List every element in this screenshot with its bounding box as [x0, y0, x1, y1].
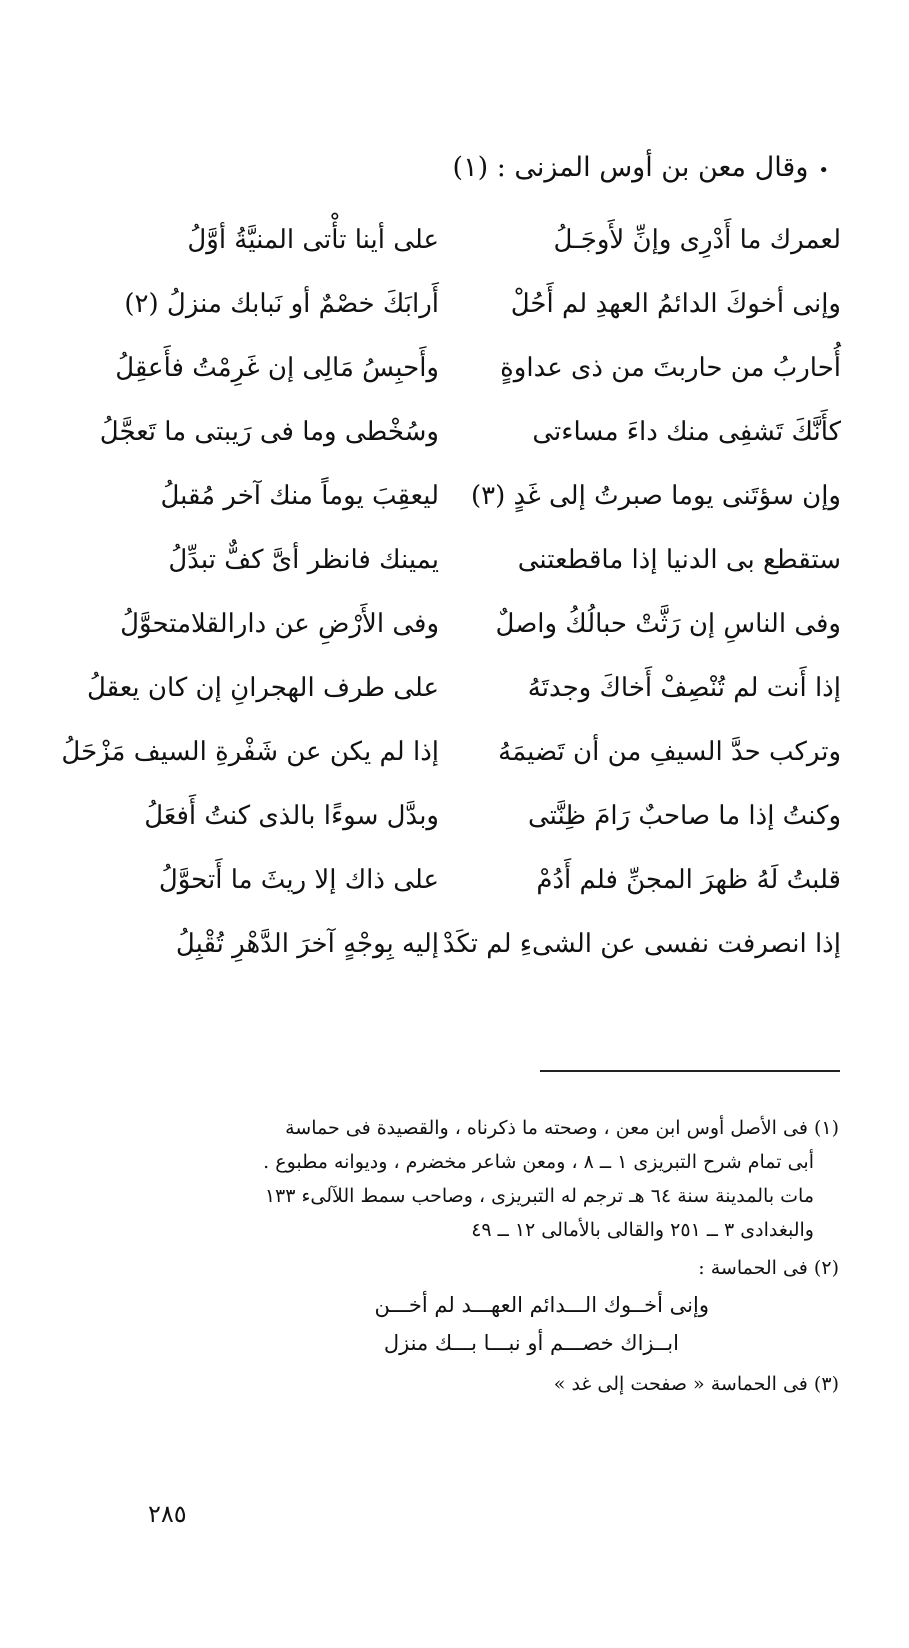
- second-hemistich: ليعقِبَ يوماً منك آخر مُقبلُ: [160, 481, 439, 511]
- bullet-marker: •: [818, 160, 829, 181]
- first-hemistich: أُحاربُ من حاربتَ من ذى عداوةٍ: [500, 353, 841, 383]
- verse-10: [0, 788, 909, 852]
- verse-4: [0, 404, 909, 468]
- first-hemistich: لعمرك ما أَدْرِى وإنِّ لأَوجَـلُ: [553, 225, 841, 255]
- footnote-divider: [540, 1070, 840, 1072]
- poem: [0, 212, 909, 980]
- footnote-1-line-4: والبغدادى ٣ ــ ٢٥١ والقالى بالأمالى ١٢ ــ ٤٩: [471, 1219, 814, 1241]
- second-hemistich: وأَحبِسُ مَالِى إن غَرِمْتُ فأَعقِلُ: [115, 353, 439, 383]
- second-hemistich: إليه بِوجْهٍ آخرَ الدَّهْرِ تُقْبِلُ: [175, 929, 439, 959]
- first-hemistich: وتركب حدَّ السيفِ من أن تَضيمَهُ: [498, 737, 841, 767]
- poem-heading: [409, 148, 829, 191]
- verse-11: [0, 852, 909, 916]
- second-hemistich: على ذاك إلا ريثَ ما أَتحوَّلُ: [158, 865, 439, 895]
- footnote-1-line-3: مات بالمدينة سنة ٦٤ هـ ترجم له التبريزى ، وصاحب سمط اللآلىء ١٣٣: [264, 1185, 814, 1207]
- first-hemistich: وكنتُ إذا ما صاحبٌ رَامَ ظِنَّتى: [527, 801, 841, 831]
- verse-5: [0, 468, 909, 532]
- verse-3: [0, 340, 909, 404]
- second-hemistich: وفى الأَرْضِ عن دارالقلامتحوَّلُ: [120, 609, 439, 639]
- second-hemistich: أَرابَكَ خصْمٌ أو نَبابك منزلُ (٢): [124, 289, 439, 319]
- first-hemistich: ستقطع بى الدنيا إذا ماقطعتنى: [517, 545, 841, 575]
- second-hemistich: وسُخْطى وما فى رَيبتى ما تَعجَّلُ: [99, 417, 439, 447]
- first-hemistich: وإن سؤتَنى يوما صبرتُ إلى غَدٍ (٣): [470, 481, 841, 511]
- first-hemistich: وفى الناسِ إن رَثَّتْ حبالُكُ واصلٌ: [495, 609, 841, 639]
- second-hemistich: على أينا تأْتى المنيَّةُ أوَّلُ: [187, 225, 439, 255]
- footnote-1-line-1: (١) فى الأصل أوس ابن معن ، وصحته ما ذكرناه ، والقصيدة فى حماسة: [285, 1117, 839, 1139]
- footnote-1-line-2: أبى تمام شرح التبريزى ١ ــ ٨ ، ومعن شاعر مخضرم ، وديوانه مطبوع .: [263, 1151, 814, 1173]
- second-hemistich: على طرف الهجرانِ إن كان يعقلُ: [86, 673, 439, 703]
- first-hemistich: وإنى أخوكَ الدائمُ العهدِ لم أَحُلْ: [510, 289, 841, 319]
- verse-12: [0, 916, 909, 980]
- verse-6: [0, 532, 909, 596]
- second-hemistich: إذا لم يكن عن شَفْرةِ السيف مَزْحَلُ: [61, 737, 439, 767]
- page-number: ٢٨٥: [148, 1500, 187, 1528]
- footnote-2-verse-line-1: وإنى أخــوك الـــدائم العهـــد لم أخـــن: [374, 1293, 709, 1317]
- verse-2: [0, 276, 909, 340]
- verse-9: [0, 724, 909, 788]
- first-hemistich: إذا انصرفت نفسى عن الشىءِ لم تكَدْ: [442, 929, 841, 959]
- second-hemistich: يمينك فانظر أىَّ كفٌّ تبدِّلُ: [168, 545, 439, 575]
- verse-8: [0, 660, 909, 724]
- second-hemistich: وبدَّل سوءًا بالذى كنتُ أَفعَلُ: [144, 801, 439, 831]
- first-hemistich: كأَنَّكَ تَشفِى منك داءَ مساءتى: [532, 417, 841, 447]
- footnote-3: (٣) فى الحماسة « صفحت إلى غد »: [553, 1373, 839, 1395]
- verse-7: [0, 596, 909, 660]
- footnote-2-label: (٢) فى الحماسة :: [698, 1257, 839, 1279]
- first-hemistich: إذا أَنت لم تُنْصِفْ أَخاكَ وجدتَهُ: [527, 673, 841, 703]
- heading-text: وقال معن بن أوس المزنى : (١): [452, 152, 809, 183]
- verse-1: [0, 212, 909, 276]
- footnote-2-verse-line-2: ابــزاك خصـــم أو نبـــا بـــك منزل: [383, 1331, 679, 1355]
- first-hemistich: قلبتُ لَهُ ظهرَ المجنِّ فلم أَدُمْ: [536, 865, 841, 895]
